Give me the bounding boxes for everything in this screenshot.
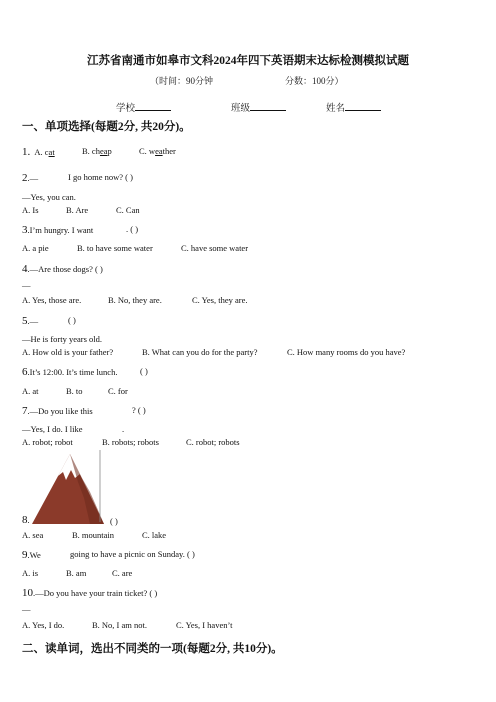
question-2: 2.— I go home now? ( ) (22, 172, 133, 184)
option-c[interactable]: C. lake (142, 530, 167, 540)
option-a[interactable]: A. at (22, 386, 39, 396)
question-9: 9.We going to have a picnic on Sunday. ( ) (22, 549, 195, 561)
option-a[interactable]: A. is (22, 568, 39, 578)
option-c[interactable]: C. for (108, 386, 128, 396)
option-c[interactable]: C. robot; robots (186, 437, 240, 447)
option-c[interactable]: C. How many rooms do you have? (287, 347, 406, 357)
option-b[interactable]: B. mountain (72, 530, 115, 540)
option-b[interactable]: B. robots; robots (102, 437, 159, 447)
question-1: 1. A. cat B. cheap C. weather (22, 146, 176, 158)
question-2-reply: —Yes, you can. (22, 192, 76, 202)
time-label: （时间：90分钟 (150, 76, 214, 86)
question-7-reply: —Yes, I do. I like . (22, 424, 125, 434)
question-8: 8. ( ) (22, 514, 118, 526)
question-3: 3.I’m hungry. I want . ( ) (22, 224, 139, 236)
school-blank[interactable] (135, 101, 171, 111)
section-1-title: 一、单项选择(每题2分, 共20分)。 (22, 121, 191, 133)
name-blank[interactable] (345, 101, 381, 111)
option-a[interactable]: A. Yes, I do. (22, 620, 65, 630)
school-field[interactable] (116, 100, 171, 114)
option-a[interactable]: A. Yes, those are. (22, 295, 82, 305)
question-10-reply: — (22, 604, 31, 614)
option-c[interactable]: C. Yes, they are. (192, 295, 248, 305)
option-a[interactable]: A. Is (22, 205, 39, 215)
question-7: 7.—Do you like this ? ( ) (22, 405, 146, 417)
option-b[interactable]: B. Are (66, 205, 89, 215)
option-a[interactable]: A. How old is your father? (22, 347, 114, 357)
option-c[interactable]: C. are (112, 568, 133, 578)
class-field[interactable] (231, 100, 286, 114)
score-label: 分数：100分） (285, 76, 344, 86)
option-b[interactable]: B. to (66, 386, 83, 396)
question-5: 5.— ( ) (22, 315, 76, 327)
option-c[interactable]: C. have some water (181, 243, 249, 253)
class-label: 班级 (231, 104, 251, 114)
option-b[interactable]: B. No, they are. (108, 295, 162, 305)
option-a[interactable]: A. robot; robot (22, 437, 73, 447)
option-b[interactable]: B. No, I am not. (92, 620, 148, 630)
mountain-image (30, 448, 106, 526)
page-title: 江苏省南通市如皋市文科2024年四下英语期末达标检测模拟试题 (87, 55, 409, 67)
option-c[interactable]: C. Can (116, 205, 140, 215)
name-field[interactable] (326, 100, 381, 114)
name-label: 姓名 (326, 104, 346, 114)
option-b[interactable]: B. What can you do for the party? (142, 347, 258, 357)
option-b[interactable]: B. am (66, 568, 87, 578)
option-a[interactable]: A. a pie (22, 243, 49, 253)
option-a[interactable]: A. sea (22, 530, 44, 540)
question-4: 4.—Are those dogs? ( ) (22, 263, 103, 275)
option-b[interactable]: B. to have some water (77, 243, 153, 253)
section-2-title: 二、读单词，选出不同类的一项(每题2分, 共10分)。 (22, 643, 283, 655)
school-label: 学校 (116, 104, 136, 114)
question-4-reply: — (22, 280, 31, 290)
option-c[interactable]: C. Yes, I haven’t (176, 620, 233, 630)
question-6: 6.It’s 12:00. It’s time lunch. ( ) (22, 366, 148, 378)
question-10: 10.—Do you have your train ticket? ( ) (22, 587, 158, 599)
class-blank[interactable] (250, 101, 286, 111)
question-5-reply: —He is forty years old. (22, 334, 103, 344)
